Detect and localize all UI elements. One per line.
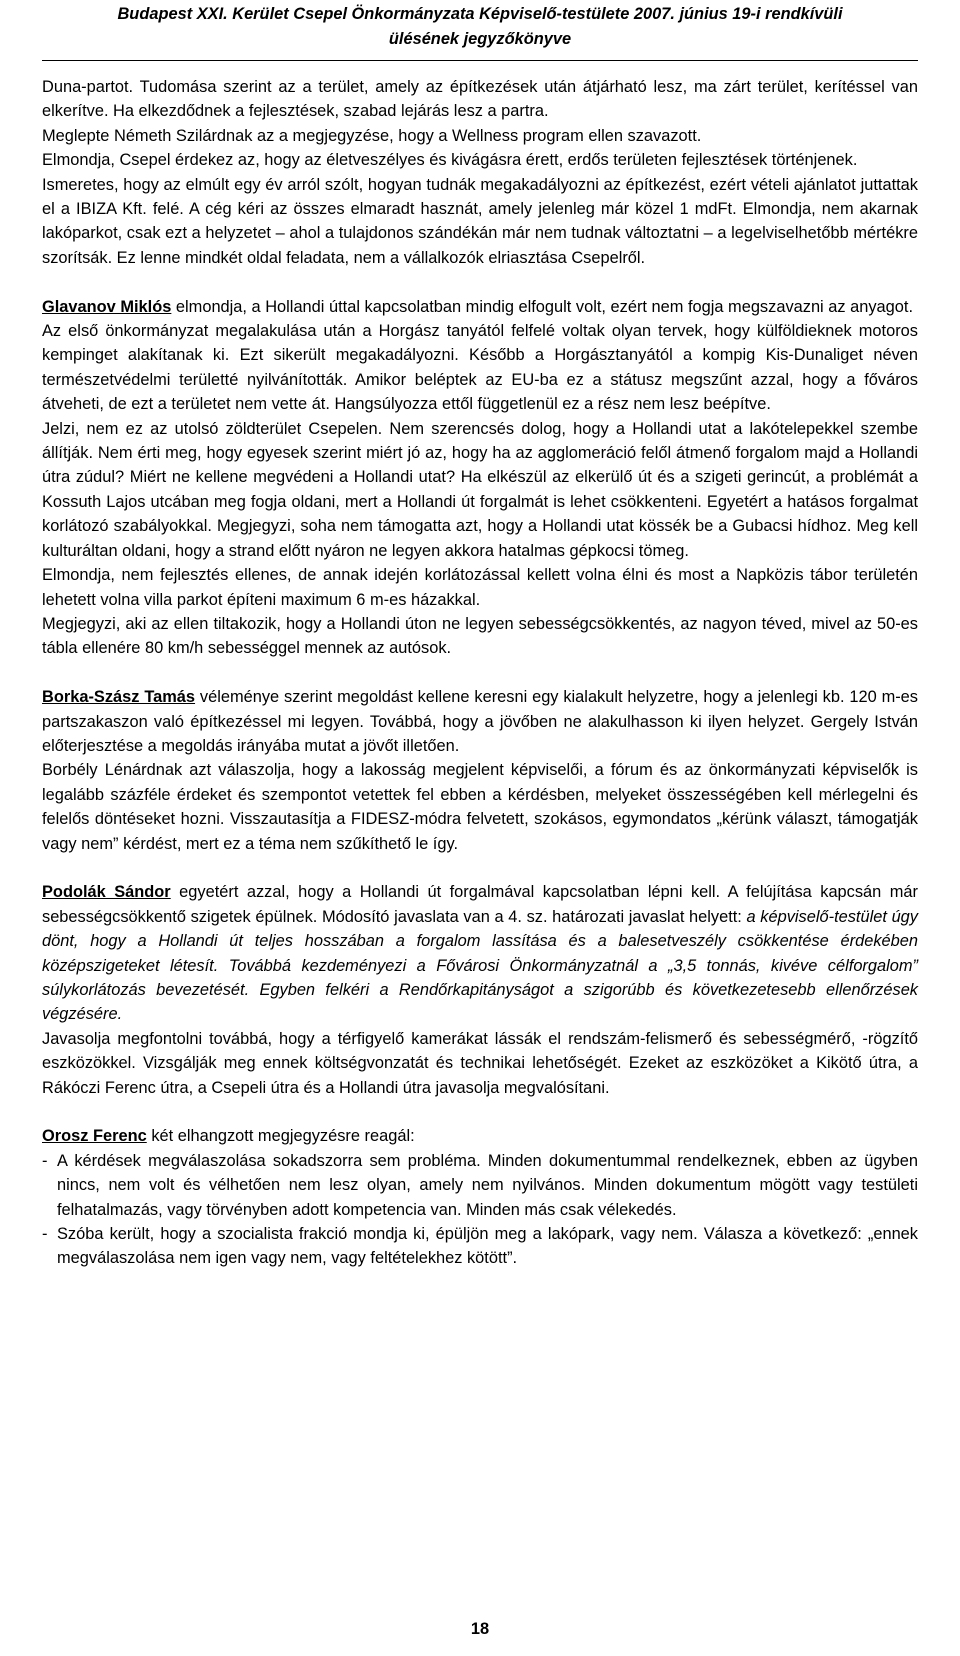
paragraph-gap (42, 1100, 918, 1124)
paragraph-gap (42, 856, 918, 880)
paragraph: Duna-partot. Tudomása szerint az a terület, amely az építkezések után átjárható lesz, ma zárt terület, kerítéssel van elkerítve. Ha elkezdődnek a fejlesztések, szabad lejárás lesz a partra. (42, 78, 918, 121)
paragraph-orosz (42, 1124, 918, 1148)
paragraph-text: egyetért azzal, hogy a Hollandi út forgalmával kapcsolatban lépni kell. A felújítása kapcsán már sebességcsökkentő szigetek épülnek. Módosító javaslata van a 4. sz. határozati javaslat helyett: (42, 883, 918, 926)
document-header (42, 2, 918, 52)
bullet-dash: - (42, 1225, 48, 1244)
paragraph: Borbély Lénárdnak azt válaszolja, hogy a lakosság megjelent képviselői, a fórum és az önkormányzati képviselők is legalább százféle érdeket és szempontot vetettek fel ebben a kérdésben, melyeket összességében kell mérlegelni és felelős döntéseket hozni. Visszautasítja a FIDESZ-módra felvetett, szokásos, egymondatos „kérünk választ, támogatják vagy nem” kérdést, mert ez a téma nem szűkíthető le így. (42, 761, 918, 853)
paragraph: Javasolja megfontolni továbbá, hogy a térfigyelő kamerákat lássák el rendszám-felismerő és sebességmérő, -rögzítő eszközökkel. Vizsgálják meg ennek költségvonzatát és technikai lehetőségét. Ezeket az eszközöket a Kikötő útra, a Rákóczi Ferenc útra, a Csepeli útra és a Hollandi útra javasolja megvalósítani. (42, 1029, 918, 1097)
header-divider (42, 60, 918, 61)
list-item-text: A kérdések megválaszolása sokadszorra sem probléma. Minden dokumentummal rendelkeznek, ebben az ügyben nincs, nem volt és vélhetően nem lesz olyan, amely nem nyilvános. Minden dokumentum mögött vagy testületi felhatalmazás, vagy törvényben adott kompetencia van. Minden más csak vélekedés. (57, 1151, 918, 1219)
paragraph: Megjegyzi, aki az ellen tiltakozik, hogy a Hollandi úton ne legyen sebességcsökkentés, az nagyon téved, mivel az 50-es tábla ellenére 80 km/h sebességgel mennek az autósok. (42, 614, 918, 658)
paragraph: Elmondja, Csepel érdekez az, hogy az életveszélyes és kivágásra érett, erdős területen fejlesztések történjenek. (42, 151, 858, 170)
speaker-name: Glavanov Miklós (42, 297, 172, 316)
page-number: 18 (470, 1620, 490, 1638)
paragraph-text: elmondja, a Hollandi úttal kapcsolatban mindig elfogult volt, ezért nem fogja megszavazni az anyagot. (171, 297, 914, 316)
speaker-name: Borka-Szász Tamás (42, 688, 196, 707)
paragraph-gap (42, 270, 918, 294)
list-item (42, 1149, 918, 1222)
paragraph-gap (42, 661, 918, 685)
proposal-text: a képviselő-testület úgy dönt, hogy a Hollandi út teljes hosszában a forgalom lassítása és a balesetveszély csökkentése érdekében középszigeteket létesít. Továbbá kezdeményezi a Fővárosi Önkormányzatnál a „3,5 tonnás, kivéve célforgalom” súlykorlátozás bevezetését. Egyben felkéri a Rendőrkapitányságot a szigorúbb és következetesebb ellenőrzések végzésére. (42, 907, 918, 1024)
paragraph-podolak (42, 880, 918, 1026)
paragraph: Az első önkormányzat megalakulása után a Horgász tanyától felfelé voltak olyan tervek, hogy külföldieknek motoros kempinget alakítanak ki. Ezt sikerült megakadályozni. Később a Horgásztanyától a kompig Kis-Dunaliget néven természetvédelmi területté nyilvánították. Amikor beléptek az EU-ba ez a státusz megszűnt azzal, hogy a főváros átveheti, de ezt a területet nem vette át. Hangsúlyozza ettől függetlenül ez a rész nem lesz beépítve. (42, 322, 918, 414)
paragraph: Meglepte Németh Szilárdnak az a megjegyzése, hogy a Wellness program ellen szavazott. (42, 126, 702, 145)
paragraph-text: véleménye szerint megoldást kellene keresni egy kialakult helyzetre, hogy a jelenlegi kb. 120 m-es partszakaszon való építkezéssel mi legyen. Továbbá, hogy a jövőben ne alakulhasson ki ilyen helyzet. Gergely István előterjesztése a megoldás irányába mutat a jövőt illetően. (42, 688, 918, 755)
paragraph-text: két elhangzott megjegyzésre reagál: (146, 1127, 415, 1146)
list-item-text: Szóba került, hogy a szocialista frakció mondja ki, épüljön meg a lakópark, vagy nem. Válasza a következő: „ennek megválaszolása nem igen vagy nem, vagy feltételekhez kötött”. (57, 1225, 918, 1268)
paragraph: Jelzi, nem ez az utolsó zöldterület Csepelen. Nem szerencsés dolog, hogy a Hollandi utat a lakótelepekkel szembe állítják. Nem érti meg, hogy egyesek szerint miért jó az, hogy ha az agglomeráció felől átmenő forgalom majd a Hollandi útra zúdul? Miért ne kellene megvédeni a Hollandi utat? Ha elkészül az elkerülő út és a szigeti gerincút, a problémát a Kossuth Lajos utcában meg fogja oldani, mert a Hollandi út forgalmát is lehet csökkenteni. Egyetért a hatásos forgalmat korlátozó szabályokkal. Megjegyzi, soha nem támogatta azt, hogy a Hollandi utat kössék be a Gubacsi hídhoz. Meg kell kulturáltan oldani, hogy a strand előtt nyáron ne legyen akkora hatalmas gépkocsi tömeg. (42, 419, 918, 560)
speaker-name: Podolák Sándor (42, 883, 171, 902)
paragraph: Ismeretes, hogy az elmúlt egy év arról szólt, hogyan tudnák megakadályozni az építkezést, ezért vételi ajánlatot juttattak el a IBIZA Kft. felé. A cég kéri az összes elmaradt hasznát, amely jelenleg már közel 1 mdFt. Elmondja, nem akarnak lakóparkot, csak ezt a helyzetet – ahol a tulajdonos szándékán már nem tudnak változtatni – a legelviselhetőbb mértékre szorítsák. Ez lenne mindkét oldal feladata, nem a vállalkozók elriasztása Csepelről. (42, 175, 918, 267)
list-item (42, 1222, 918, 1271)
paragraph-borka (42, 685, 918, 758)
header-line-2: ülésének jegyzőkönyve (388, 30, 572, 48)
document-body (42, 75, 918, 1271)
speaker-name: Orosz Ferenc (42, 1127, 147, 1146)
header-line-1: Budapest XXI. Kerület Csepel Önkormányzata Képviselő-testülete 2007. június 19-i rendkívüli (117, 5, 843, 23)
paragraph-glavanov (42, 295, 918, 319)
bullet-dash: - (42, 1151, 48, 1170)
paragraph: Elmondja, nem fejlesztés ellenes, de annak idején korlátozással kellett volna élni és most a Napközis tábor területén lehetett volna villa parkot építeni maximum 6 m-es házakkal. (42, 566, 918, 609)
